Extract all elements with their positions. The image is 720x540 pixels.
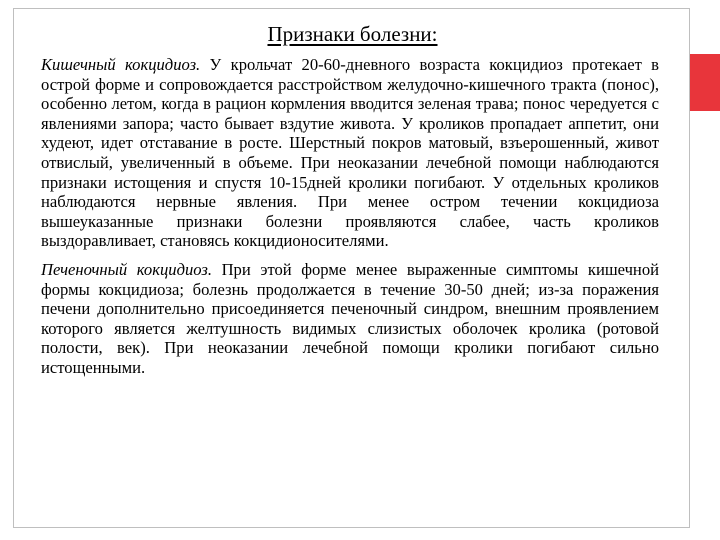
paragraph-text-intestinal: У крольчат 20-60-дневного возраста кокцидиоз протекает в острой форме и сопровождается расстройством желудочно-кишечного тракта (понос), особенно летом, когда в рацион кормления вводится зеленая трава; понос чередуется с явлениями запора; часто бывает вздутие живота. У кроликов пропадает аппетит, они худеют, идет отставание в росте. Шерстный покров матовый, взъерошенный, живот отвислый, увеличенный в объеме. При неоказании лечебной помощи наблюдаются признаки истощения и спустя 10-15дней кролики погибают. У отдельных кроликов наблюдаются нервные явления. При менее остром течении кокцидиоза вышеуказанные признаки болезни проявляются слабее, часть кроликов выздоравливает, становясь кокцидионосителями. <box>41 55 659 251</box>
term-hepatic-coccidiosis: Печеночный кокцидиоз. <box>41 259 212 279</box>
paragraph-text-hepatic: При этой форме менее выраженные симптомы кишечной формы кокцидиоза; болезнь продолжается в течение 30-50 дней; из-за поражения печени дополнительно присоединяется печеночный синдром, внешним проявлением которого является желтушность видимых слизистых оболочек кролика (ротовой полости, век). При неоказании лечебной помощи кролики погибают сильно истощенными. <box>41 259 659 377</box>
accent-bar <box>690 54 720 111</box>
slide-body <box>41 55 659 378</box>
slide-title-text: Признаки болезни: <box>267 22 438 46</box>
term-intestinal-coccidiosis: Кишечный кокцидиоз. <box>41 55 201 74</box>
paragraph-intestinal-coccidiosis <box>41 55 659 251</box>
slide-title <box>0 22 705 46</box>
paragraph-hepatic-coccidiosis <box>41 260 659 378</box>
